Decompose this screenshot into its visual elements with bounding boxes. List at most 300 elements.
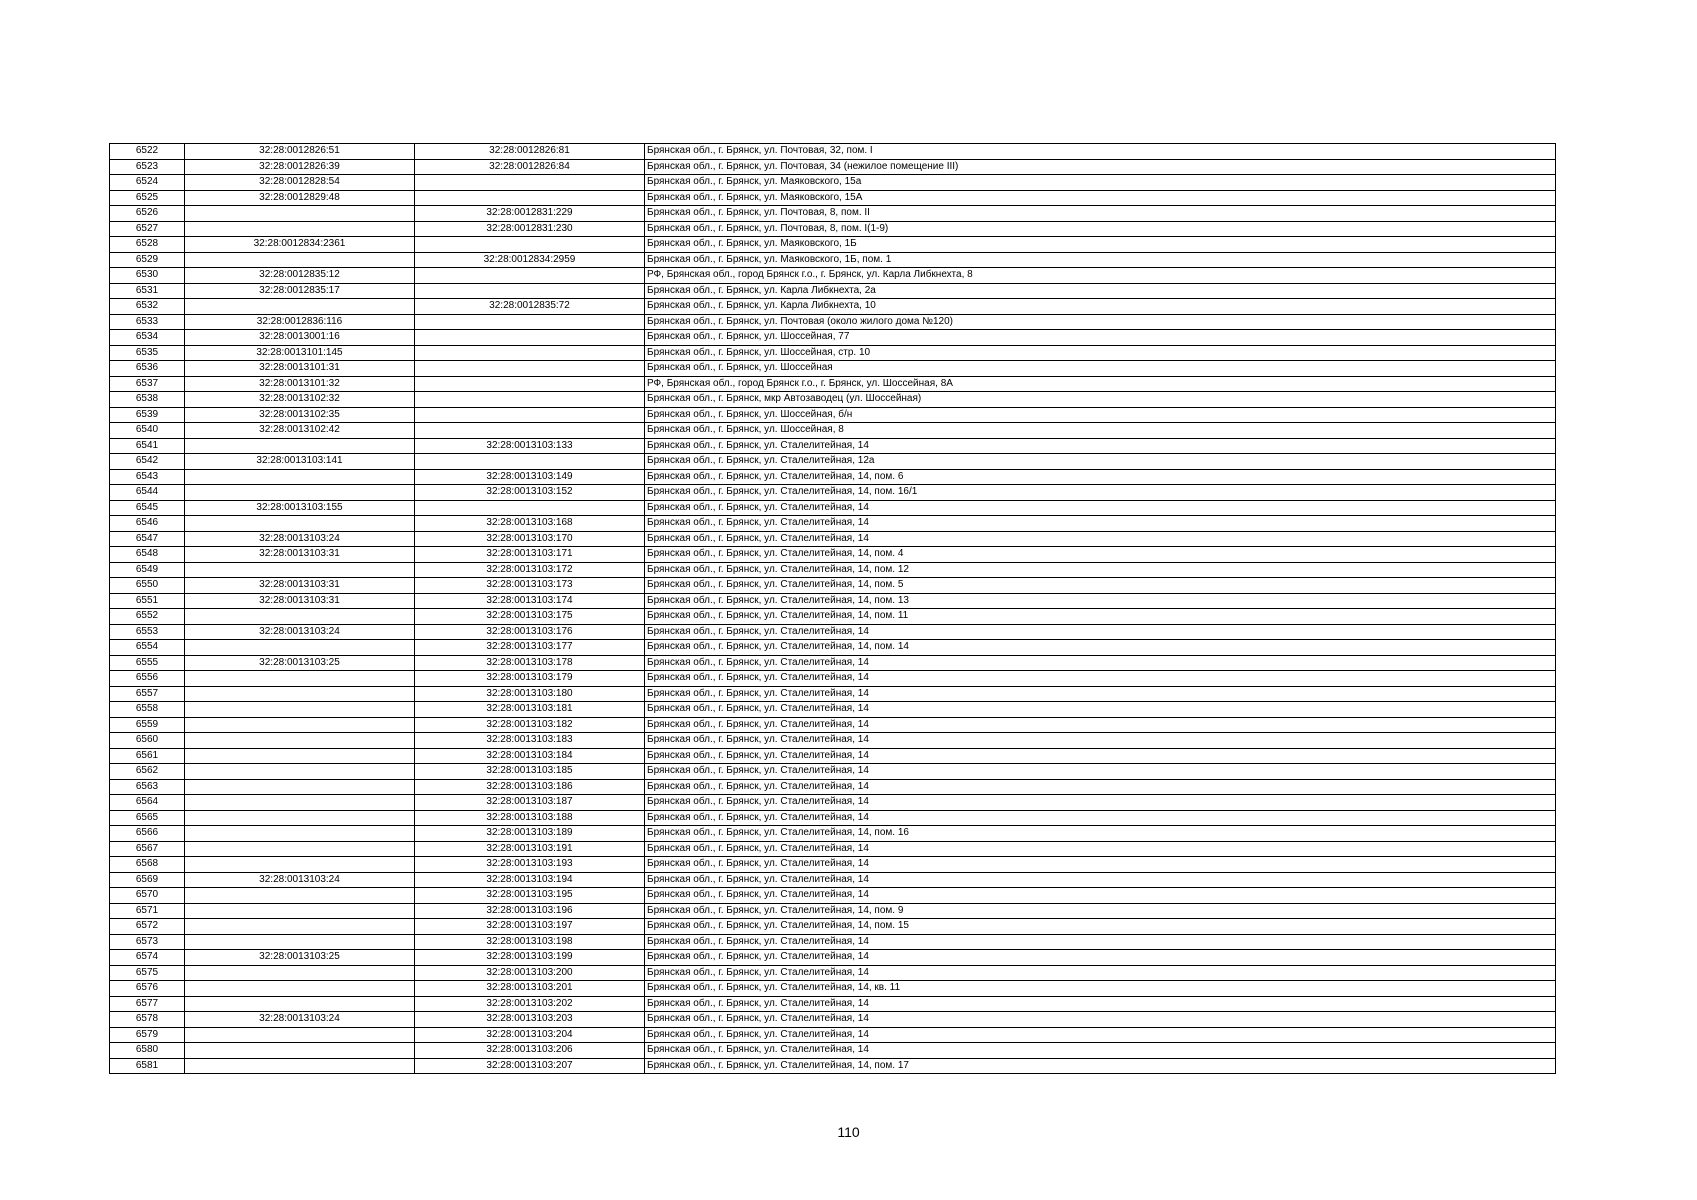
address-cell: Брянская обл., г. Брянск, ул. Маяковского, 15А (645, 190, 1556, 206)
cadastral-number-cell (185, 1043, 415, 1059)
table-row (110, 919, 1556, 935)
cadastral-number-cell (185, 562, 415, 578)
cadastral-number-cell (185, 779, 415, 795)
cadastral-number-cell: 32:28:0013103:24 (185, 624, 415, 640)
building-cadastral-number-cell (415, 361, 645, 377)
building-cadastral-number-cell: 32:28:0013103:196 (415, 903, 645, 919)
table-row (110, 1043, 1556, 1059)
row-number-cell: 6561 (110, 748, 185, 764)
address-cell: Брянская обл., г. Брянск, ул. Сталелитейная, 14 (645, 655, 1556, 671)
address-cell: Брянская обл., г. Брянск, ул. Сталелитейная, 14, кв. 11 (645, 981, 1556, 997)
row-number-cell: 6535 (110, 345, 185, 361)
address-cell: Брянская обл., г. Брянск, ул. Шоссейная (645, 361, 1556, 377)
row-number-cell: 6522 (110, 144, 185, 160)
cadastral-number-cell: 32:28:0013103:24 (185, 531, 415, 547)
row-number-cell: 6534 (110, 330, 185, 346)
cadastral-number-cell (185, 1027, 415, 1043)
cadastral-number-cell: 32:28:0013001:16 (185, 330, 415, 346)
building-cadastral-number-cell (415, 190, 645, 206)
building-cadastral-number-cell (415, 268, 645, 284)
building-cadastral-number-cell: 32:28:0013103:181 (415, 702, 645, 718)
table-row (110, 779, 1556, 795)
row-number-cell: 6571 (110, 903, 185, 919)
building-cadastral-number-cell: 32:28:0013103:174 (415, 593, 645, 609)
row-number-cell: 6564 (110, 795, 185, 811)
building-cadastral-number-cell: 32:28:0013103:206 (415, 1043, 645, 1059)
cadastral-number-cell: 32:28:0012835:12 (185, 268, 415, 284)
table-row (110, 810, 1556, 826)
building-cadastral-number-cell: 32:28:0013103:149 (415, 469, 645, 485)
cadastral-number-cell: 32:28:0013103:24 (185, 872, 415, 888)
cadastral-number-cell: 32:28:0013102:42 (185, 423, 415, 439)
row-number-cell: 6525 (110, 190, 185, 206)
table-row (110, 423, 1556, 439)
building-cadastral-number-cell (415, 283, 645, 299)
table-row (110, 159, 1556, 175)
address-cell: Брянская обл., г. Брянск, ул. Шоссейная, стр. 10 (645, 345, 1556, 361)
cadastral-number-cell: 32:28:0013103:31 (185, 578, 415, 594)
cadastral-number-cell: 32:28:0013103:155 (185, 500, 415, 516)
cadastral-number-cell: 32:28:0013102:32 (185, 392, 415, 408)
building-cadastral-number-cell: 32:28:0013103:170 (415, 531, 645, 547)
building-cadastral-number-cell (415, 454, 645, 470)
address-cell: Брянская обл., г. Брянск, ул. Сталелитейная, 14 (645, 686, 1556, 702)
building-cadastral-number-cell (415, 314, 645, 330)
address-cell: Брянская обл., г. Брянск, ул. Сталелитейная, 14, пом. 15 (645, 919, 1556, 935)
row-number-cell: 6550 (110, 578, 185, 594)
address-cell: РФ, Брянская обл., город Брянск г.о., г. Брянск, ул. Карла Либкнехта, 8 (645, 268, 1556, 284)
cadastral-number-cell: 32:28:0012834:2361 (185, 237, 415, 253)
building-cadastral-number-cell: 32:28:0013103:201 (415, 981, 645, 997)
table-row (110, 624, 1556, 640)
building-cadastral-number-cell: 32:28:0013103:200 (415, 965, 645, 981)
cadastral-number-cell (185, 919, 415, 935)
cadastral-number-cell: 32:28:0012836:116 (185, 314, 415, 330)
row-number-cell: 6574 (110, 950, 185, 966)
building-cadastral-number-cell: 32:28:0013103:193 (415, 857, 645, 873)
building-cadastral-number-cell: 32:28:0013103:202 (415, 996, 645, 1012)
address-cell: Брянская обл., г. Брянск, ул. Сталелитейная, 14 (645, 1043, 1556, 1059)
address-cell: Брянская обл., г. Брянск, ул. Сталелитейная, 14 (645, 888, 1556, 904)
row-number-cell: 6531 (110, 283, 185, 299)
address-cell: Брянская обл., г. Брянск, ул. Сталелитейная, 14 (645, 795, 1556, 811)
cadastral-number-cell (185, 733, 415, 749)
cadastral-number-cell (185, 981, 415, 997)
address-cell: РФ, Брянская обл., город Брянск г.о., г. Брянск, ул. Шоссейная, 8А (645, 376, 1556, 392)
row-number-cell: 6540 (110, 423, 185, 439)
building-cadastral-number-cell: 32:28:0013103:191 (415, 841, 645, 857)
cadastral-number-cell (185, 221, 415, 237)
building-cadastral-number-cell (415, 345, 645, 361)
row-number-cell: 6542 (110, 454, 185, 470)
address-cell: Брянская обл., г. Брянск, ул. Почтовая, 32, пом. I (645, 144, 1556, 160)
building-cadastral-number-cell: 32:28:0013103:179 (415, 671, 645, 687)
address-cell: Брянская обл., г. Брянск, ул. Шоссейная, 8 (645, 423, 1556, 439)
building-cadastral-number-cell: 32:28:0012835:72 (415, 299, 645, 315)
address-cell: Брянская обл., г. Брянск, ул. Сталелитейная, 14 (645, 841, 1556, 857)
table-row (110, 655, 1556, 671)
records-table-body (110, 144, 1556, 1074)
cadastral-number-cell (185, 888, 415, 904)
building-cadastral-number-cell: 32:28:0013103:178 (415, 655, 645, 671)
table-row (110, 996, 1556, 1012)
table-row (110, 934, 1556, 950)
address-cell: Брянская обл., г. Брянск, ул. Сталелитейная, 14 (645, 996, 1556, 1012)
row-number-cell: 6569 (110, 872, 185, 888)
cadastral-number-cell (185, 299, 415, 315)
table-row (110, 578, 1556, 594)
building-cadastral-number-cell: 32:28:0013103:198 (415, 934, 645, 950)
cadastral-number-cell: 32:28:0013101:145 (185, 345, 415, 361)
building-cadastral-number-cell (415, 407, 645, 423)
building-cadastral-number-cell: 32:28:0013103:183 (415, 733, 645, 749)
address-cell: Брянская обл., г. Брянск, ул. Сталелитейная, 14 (645, 671, 1556, 687)
address-cell: Брянская обл., г. Брянск, ул. Сталелитейная, 14 (645, 779, 1556, 795)
table-row (110, 283, 1556, 299)
address-cell: Брянская обл., г. Брянск, ул. Карла Либкнехта, 10 (645, 299, 1556, 315)
address-cell: Брянская обл., г. Брянск, мкр Автозаводец (ул. Шоссейная) (645, 392, 1556, 408)
address-cell: Брянская обл., г. Брянск, ул. Почтовая, 34 (нежилое помещение III) (645, 159, 1556, 175)
cadastral-number-cell: 32:28:0013103:31 (185, 593, 415, 609)
cadastral-number-cell (185, 686, 415, 702)
address-cell: Брянская обл., г. Брянск, ул. Почтовая, 8, пом. I(1-9) (645, 221, 1556, 237)
row-number-cell: 6557 (110, 686, 185, 702)
table-row (110, 252, 1556, 268)
address-cell: Брянская обл., г. Брянск, ул. Почтовая (около жилого дома №120) (645, 314, 1556, 330)
building-cadastral-number-cell (415, 330, 645, 346)
row-number-cell: 6581 (110, 1058, 185, 1074)
address-cell: Брянская обл., г. Брянск, ул. Сталелитейная, 14 (645, 717, 1556, 733)
table-row (110, 547, 1556, 563)
building-cadastral-number-cell: 32:28:0013103:188 (415, 810, 645, 826)
row-number-cell: 6528 (110, 237, 185, 253)
table-row (110, 640, 1556, 656)
row-number-cell: 6551 (110, 593, 185, 609)
table-row (110, 469, 1556, 485)
table-row (110, 407, 1556, 423)
building-cadastral-number-cell: 32:28:0013103:207 (415, 1058, 645, 1074)
address-cell: Брянская обл., г. Брянск, ул. Сталелитейная, 14 (645, 438, 1556, 454)
cadastral-number-cell: 32:28:0013103:141 (185, 454, 415, 470)
row-number-cell: 6536 (110, 361, 185, 377)
row-number-cell: 6549 (110, 562, 185, 578)
cadastral-number-cell (185, 934, 415, 950)
row-number-cell: 6579 (110, 1027, 185, 1043)
table-row (110, 965, 1556, 981)
row-number-cell: 6547 (110, 531, 185, 547)
table-row (110, 376, 1556, 392)
table-row (110, 500, 1556, 516)
row-number-cell: 6563 (110, 779, 185, 795)
address-cell: Брянская обл., г. Брянск, ул. Сталелитейная, 14 (645, 500, 1556, 516)
table-row (110, 1027, 1556, 1043)
row-number-cell: 6541 (110, 438, 185, 454)
address-cell: Брянская обл., г. Брянск, ул. Сталелитейная, 14 (645, 1012, 1556, 1028)
cadastral-number-cell: 32:28:0013101:32 (185, 376, 415, 392)
row-number-cell: 6527 (110, 221, 185, 237)
table-row (110, 392, 1556, 408)
row-number-cell: 6572 (110, 919, 185, 935)
row-number-cell: 6524 (110, 175, 185, 191)
row-number-cell: 6548 (110, 547, 185, 563)
table-row (110, 795, 1556, 811)
row-number-cell: 6539 (110, 407, 185, 423)
table-row (110, 717, 1556, 733)
cadastral-number-cell (185, 841, 415, 857)
cadastral-number-cell (185, 609, 415, 625)
table-row (110, 485, 1556, 501)
address-cell: Брянская обл., г. Брянск, ул. Сталелитейная, 14 (645, 702, 1556, 718)
address-cell: Брянская обл., г. Брянск, ул. Маяковского, 1Б, пом. 1 (645, 252, 1556, 268)
building-cadastral-number-cell: 32:28:0013103:184 (415, 748, 645, 764)
cadastral-number-cell: 32:28:0012829:48 (185, 190, 415, 206)
row-number-cell: 6555 (110, 655, 185, 671)
table-row (110, 888, 1556, 904)
building-cadastral-number-cell: 32:28:0013103:182 (415, 717, 645, 733)
building-cadastral-number-cell: 32:28:0013103:194 (415, 872, 645, 888)
table-row (110, 702, 1556, 718)
cadastral-number-cell (185, 702, 415, 718)
row-number-cell: 6533 (110, 314, 185, 330)
address-cell: Брянская обл., г. Брянск, ул. Шоссейная, 77 (645, 330, 1556, 346)
table-row (110, 857, 1556, 873)
cadastral-number-cell (185, 857, 415, 873)
address-cell: Брянская обл., г. Брянск, ул. Сталелитейная, 14, пом. 6 (645, 469, 1556, 485)
building-cadastral-number-cell: 32:28:0012831:230 (415, 221, 645, 237)
address-cell: Брянская обл., г. Брянск, ул. Сталелитейная, 14 (645, 934, 1556, 950)
building-cadastral-number-cell: 32:28:0013103:187 (415, 795, 645, 811)
building-cadastral-number-cell (415, 175, 645, 191)
table-row (110, 841, 1556, 857)
building-cadastral-number-cell (415, 500, 645, 516)
building-cadastral-number-cell: 32:28:0013103:199 (415, 950, 645, 966)
table-row (110, 1012, 1556, 1028)
row-number-cell: 6526 (110, 206, 185, 222)
row-number-cell: 6553 (110, 624, 185, 640)
address-cell: Брянская обл., г. Брянск, ул. Сталелитейная, 14 (645, 950, 1556, 966)
building-cadastral-number-cell: 32:28:0013103:186 (415, 779, 645, 795)
building-cadastral-number-cell (415, 376, 645, 392)
row-number-cell: 6566 (110, 826, 185, 842)
cadastral-number-cell (185, 1058, 415, 1074)
address-cell: Брянская обл., г. Брянск, ул. Сталелитейная, 14 (645, 810, 1556, 826)
table-row (110, 903, 1556, 919)
building-cadastral-number-cell: 32:28:0012826:81 (415, 144, 645, 160)
building-cadastral-number-cell (415, 392, 645, 408)
table-row (110, 438, 1556, 454)
address-cell: Брянская обл., г. Брянск, ул. Сталелитейная, 14, пом. 9 (645, 903, 1556, 919)
address-cell: Брянская обл., г. Брянск, ул. Сталелитейная, 14, пом. 5 (645, 578, 1556, 594)
row-number-cell: 6580 (110, 1043, 185, 1059)
row-number-cell: 6570 (110, 888, 185, 904)
cadastral-number-cell (185, 206, 415, 222)
building-cadastral-number-cell: 32:28:0012826:84 (415, 159, 645, 175)
building-cadastral-number-cell: 32:28:0013103:172 (415, 562, 645, 578)
row-number-cell: 6577 (110, 996, 185, 1012)
address-cell: Брянская обл., г. Брянск, ул. Сталелитейная, 14, пом. 17 (645, 1058, 1556, 1074)
table-row (110, 531, 1556, 547)
table-row (110, 299, 1556, 315)
building-cadastral-number-cell: 32:28:0012831:229 (415, 206, 645, 222)
building-cadastral-number-cell: 32:28:0013103:195 (415, 888, 645, 904)
cadastral-number-cell: 32:28:0013101:31 (185, 361, 415, 377)
building-cadastral-number-cell: 32:28:0012834:2959 (415, 252, 645, 268)
cadastral-number-cell: 32:28:0013103:31 (185, 547, 415, 563)
row-number-cell: 6568 (110, 857, 185, 873)
cadastral-number-cell (185, 640, 415, 656)
cadastral-number-cell (185, 469, 415, 485)
row-number-cell: 6530 (110, 268, 185, 284)
row-number-cell: 6537 (110, 376, 185, 392)
table-row (110, 764, 1556, 780)
address-cell: Брянская обл., г. Брянск, ул. Сталелитейная, 14, пом. 16 (645, 826, 1556, 842)
row-number-cell: 6532 (110, 299, 185, 315)
table-row (110, 562, 1556, 578)
table-row (110, 671, 1556, 687)
table-row (110, 361, 1556, 377)
address-cell: Брянская обл., г. Брянск, ул. Сталелитейная, 12а (645, 454, 1556, 470)
row-number-cell: 6565 (110, 810, 185, 826)
address-cell: Брянская обл., г. Брянск, ул. Сталелитейная, 14, пом. 4 (645, 547, 1556, 563)
cadastral-number-cell: 32:28:0013103:25 (185, 655, 415, 671)
address-cell: Брянская обл., г. Брянск, ул. Почтовая, 8, пом. II (645, 206, 1556, 222)
table-row (110, 454, 1556, 470)
cadastral-number-cell (185, 996, 415, 1012)
row-number-cell: 6543 (110, 469, 185, 485)
table-row (110, 237, 1556, 253)
cadastral-number-cell (185, 717, 415, 733)
table-row (110, 593, 1556, 609)
table-row (110, 190, 1556, 206)
address-cell: Брянская обл., г. Брянск, ул. Сталелитейная, 14 (645, 1027, 1556, 1043)
row-number-cell: 6529 (110, 252, 185, 268)
row-number-cell: 6545 (110, 500, 185, 516)
building-cadastral-number-cell: 32:28:0013103:152 (415, 485, 645, 501)
building-cadastral-number-cell: 32:28:0013103:171 (415, 547, 645, 563)
address-cell: Брянская обл., г. Брянск, ул. Сталелитейная, 14, пом. 14 (645, 640, 1556, 656)
address-cell: Брянская обл., г. Брянск, ул. Сталелитейная, 14, пом. 12 (645, 562, 1556, 578)
building-cadastral-number-cell: 32:28:0013103:177 (415, 640, 645, 656)
cadastral-number-cell: 32:28:0013103:24 (185, 1012, 415, 1028)
row-number-cell: 6559 (110, 717, 185, 733)
table-row (110, 314, 1556, 330)
building-cadastral-number-cell: 32:28:0013103:185 (415, 764, 645, 780)
address-cell: Брянская обл., г. Брянск, ул. Маяковского, 1Б (645, 237, 1556, 253)
table-row (110, 1058, 1556, 1074)
building-cadastral-number-cell: 32:28:0013103:173 (415, 578, 645, 594)
table-row (110, 609, 1556, 625)
address-cell: Брянская обл., г. Брянск, ул. Сталелитейная, 14 (645, 965, 1556, 981)
row-number-cell: 6573 (110, 934, 185, 950)
address-cell: Брянская обл., г. Брянск, ул. Сталелитейная, 14, пом. 11 (645, 609, 1556, 625)
row-number-cell: 6562 (110, 764, 185, 780)
address-cell: Брянская обл., г. Брянск, ул. Сталелитейная, 14 (645, 516, 1556, 532)
row-number-cell: 6560 (110, 733, 185, 749)
records-table (109, 143, 1556, 1074)
row-number-cell: 6556 (110, 671, 185, 687)
table-row (110, 872, 1556, 888)
building-cadastral-number-cell: 32:28:0013103:189 (415, 826, 645, 842)
cadastral-number-cell (185, 965, 415, 981)
table-row (110, 516, 1556, 532)
row-number-cell: 6552 (110, 609, 185, 625)
building-cadastral-number-cell: 32:28:0013103:133 (415, 438, 645, 454)
table-row (110, 981, 1556, 997)
cadastral-number-cell (185, 903, 415, 919)
table-row (110, 144, 1556, 160)
address-cell: Брянская обл., г. Брянск, ул. Маяковского, 15а (645, 175, 1556, 191)
cadastral-number-cell (185, 764, 415, 780)
address-cell: Брянская обл., г. Брянск, ул. Сталелитейная, 14 (645, 733, 1556, 749)
cadastral-number-cell: 32:28:0013102:35 (185, 407, 415, 423)
page-number: 110 (837, 1124, 860, 1140)
cadastral-number-cell: 32:28:0013103:25 (185, 950, 415, 966)
cadastral-number-cell (185, 485, 415, 501)
table-row (110, 268, 1556, 284)
cadastral-number-cell (185, 748, 415, 764)
building-cadastral-number-cell: 32:28:0013103:176 (415, 624, 645, 640)
row-number-cell: 6558 (110, 702, 185, 718)
table-row (110, 686, 1556, 702)
cadastral-number-cell: 32:28:0012826:51 (185, 144, 415, 160)
table-row (110, 345, 1556, 361)
address-cell: Брянская обл., г. Брянск, ул. Сталелитейная, 14, пом. 16/1 (645, 485, 1556, 501)
row-number-cell: 6546 (110, 516, 185, 532)
row-number-cell: 6538 (110, 392, 185, 408)
table-row (110, 330, 1556, 346)
building-cadastral-number-cell: 32:28:0013103:204 (415, 1027, 645, 1043)
cadastral-number-cell (185, 671, 415, 687)
cadastral-number-cell: 32:28:0012826:39 (185, 159, 415, 175)
building-cadastral-number-cell: 32:28:0013103:197 (415, 919, 645, 935)
cadastral-number-cell: 32:28:0012828:54 (185, 175, 415, 191)
cadastral-number-cell (185, 795, 415, 811)
row-number-cell: 6523 (110, 159, 185, 175)
building-cadastral-number-cell (415, 237, 645, 253)
cadastral-number-cell (185, 810, 415, 826)
address-cell: Брянская обл., г. Брянск, ул. Сталелитейная, 14 (645, 531, 1556, 547)
cadastral-number-cell (185, 438, 415, 454)
row-number-cell: 6576 (110, 981, 185, 997)
building-cadastral-number-cell: 32:28:0013103:175 (415, 609, 645, 625)
building-cadastral-number-cell: 32:28:0013103:180 (415, 686, 645, 702)
table-row (110, 206, 1556, 222)
table-row (110, 175, 1556, 191)
address-cell: Брянская обл., г. Брянск, ул. Сталелитейная, 14 (645, 872, 1556, 888)
row-number-cell: 6575 (110, 965, 185, 981)
cadastral-number-cell: 32:28:0012835:17 (185, 283, 415, 299)
cadastral-number-cell (185, 826, 415, 842)
cadastral-number-cell (185, 252, 415, 268)
table-row (110, 748, 1556, 764)
row-number-cell: 6544 (110, 485, 185, 501)
address-cell: Брянская обл., г. Брянск, ул. Сталелитейная, 14, пом. 13 (645, 593, 1556, 609)
row-number-cell: 6578 (110, 1012, 185, 1028)
address-cell: Брянская обл., г. Брянск, ул. Сталелитейная, 14 (645, 764, 1556, 780)
address-cell: Брянская обл., г. Брянск, ул. Сталелитейная, 14 (645, 624, 1556, 640)
address-cell: Брянская обл., г. Брянск, ул. Сталелитейная, 14 (645, 857, 1556, 873)
building-cadastral-number-cell: 32:28:0013103:203 (415, 1012, 645, 1028)
building-cadastral-number-cell (415, 423, 645, 439)
table-row (110, 950, 1556, 966)
building-cadastral-number-cell: 32:28:0013103:168 (415, 516, 645, 532)
table-row (110, 221, 1556, 237)
row-number-cell: 6567 (110, 841, 185, 857)
address-cell: Брянская обл., г. Брянск, ул. Карла Либкнехта, 2а (645, 283, 1556, 299)
cadastral-number-cell (185, 516, 415, 532)
table-row (110, 826, 1556, 842)
row-number-cell: 6554 (110, 640, 185, 656)
